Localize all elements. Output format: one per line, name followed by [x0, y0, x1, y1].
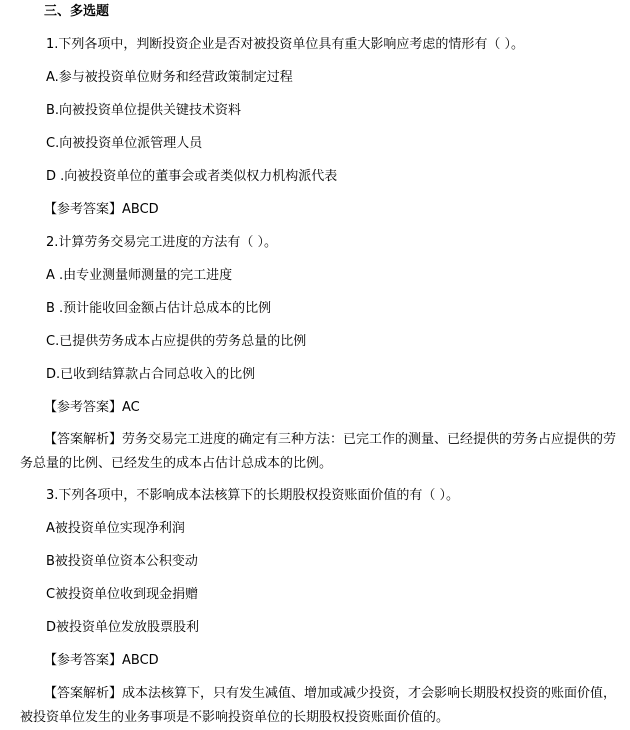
- question-1-answer: 【参考答案】ABCD: [44, 202, 159, 217]
- question-3-option-a: A被投资单位实现净利润: [46, 521, 185, 536]
- question-3-option-b: B被投资单位资本公积变动: [46, 554, 198, 569]
- question-3-analysis: 【答案解析】成本法核算下，只有发生减值、增加或减少投资，才会影响长期股权投资的账面价值，被投资单位发生的业务事项是不影响投资单位的长期股权投资账面价值的。: [20, 686, 617, 725]
- question-3-stem: 3.下列各项中，不影响成本法核算下的长期股权投资账面价值的有（ ）。: [46, 488, 460, 503]
- question-1-option-d: D .向被投资单位的董事会或者类似权力机构派代表: [46, 169, 338, 184]
- question-2-stem: 2.计算劳务交易完工进度的方法有（ ）。: [46, 235, 278, 250]
- question-2-analysis: 【答案解析】劳务交易完工进度的确定有三种方法：已完工作的测量、已经提供的劳务占应提供的劳务总量的比例、已经发生的成本占估计总成本的比例。: [20, 432, 617, 471]
- question-1-option-c: C.向被投资单位派管理人员: [46, 136, 203, 151]
- section-title: 三、多选题: [44, 4, 110, 19]
- question-2-answer: 【参考答案】AC: [44, 400, 140, 415]
- question-2-option-c: C.已提供劳务成本占应提供的劳务总量的比例: [46, 334, 307, 349]
- question-2-option-a: A .由专业测量师测量的完工进度: [46, 268, 233, 283]
- question-1-option-a: A.参与被投资单位财务和经营政策制定过程: [46, 70, 293, 85]
- question-3-answer: 【参考答案】ABCD: [44, 653, 159, 668]
- question-1-stem: 1.下列各项中，判断投资企业是否对被投资单位具有重大影响应考虑的情形有（ ）。: [46, 37, 525, 52]
- question-2-option-b: B .预计能收回金额占估计总成本的比例: [46, 301, 272, 316]
- question-3-option-c: C被投资单位收到现金捐赠: [46, 587, 199, 602]
- question-1-option-b: B.向被投资单位提供关键技术资料: [46, 103, 242, 118]
- question-2-option-d: D.已收到结算款占合同总收入的比例: [46, 367, 256, 382]
- question-3-option-d: D被投资单位发放股票股利: [46, 620, 200, 635]
